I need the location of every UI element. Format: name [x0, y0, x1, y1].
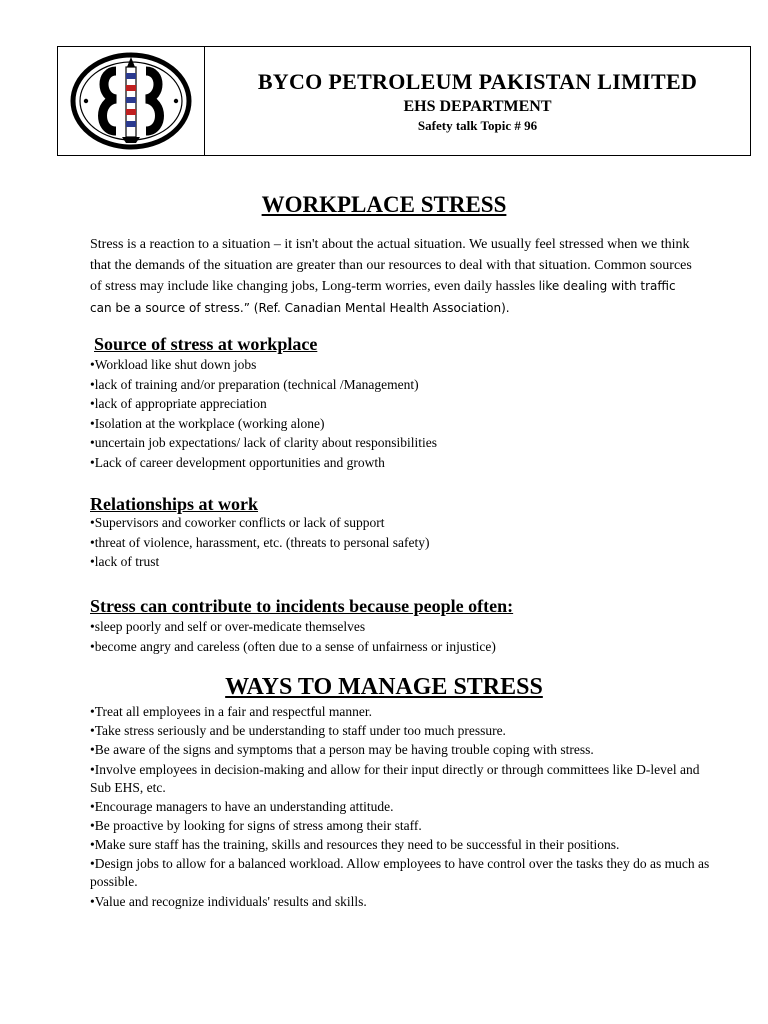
list-item: •sleep poorly and self or over-medicate themselves [90, 619, 366, 634]
list-item: •Supervisors and coworker conflicts or lack of support [90, 515, 385, 530]
list-item: •Be proactive by looking for signs of stress among their staff. [90, 817, 422, 833]
section-heading-relationships: Relationships at work [90, 494, 259, 514]
page-title: WORKPLACE STRESS [261, 192, 507, 217]
list-item: •lack of training and/or preparation (technical /Management) [90, 376, 419, 392]
department-name: EHS DEPARTMENT [403, 98, 552, 115]
byco-logo [70, 49, 192, 153]
incidents-list [90, 617, 710, 656]
relationships-list [90, 513, 710, 572]
section-heading-incidents: Stress can contribute to incidents because people often: [90, 596, 514, 616]
ways-list [90, 703, 710, 912]
list-item: •Design jobs to allow for a balanced workload. Allow employees to have control over the tasks they do as much as possible. [90, 856, 710, 890]
list-item: •Lack of career development opportunities and growth [90, 454, 385, 470]
list-item: •threat of violence, harassment, etc. (threats to personal safety) [90, 534, 430, 550]
intro-text: Stress is a reaction to a situation – it isn't about the actual situation. We usually feel stressed when we think that the demands of the situation are greater than our resources to deal with that situation. Common sources of stress may include like changing jobs, Long-term worries, even daily hassles [90, 237, 692, 294]
intro-reference: like dealing with traffic can be a source of stress.” (Ref. Canadian Mental Health Association). [90, 279, 676, 315]
list-item: •Involve employees in decision-making and allow for their input directly or through committees like D-level and Sub EHS, etc. [90, 761, 700, 795]
list-item: •Treat all employees in a fair and respectful manner. [90, 704, 373, 719]
logo-cell [58, 47, 205, 155]
list-item: •Take stress seriously and be understanding to staff under too much pressure. [90, 723, 506, 739]
header-title-block [205, 47, 750, 155]
list-item: •Isolation at the workplace (working alone) [90, 415, 325, 431]
list-item: •uncertain job expectations/ lack of clarity about responsibilities [90, 435, 437, 450]
list-item: •lack of trust [90, 554, 160, 569]
sources-list [90, 355, 710, 472]
company-name: BYCO PETROLEUM PAKISTAN LIMITED [257, 69, 698, 94]
list-item: •lack of appropriate appreciation [90, 396, 267, 411]
list-item: •Value and recognize individuals' results and skills. [90, 893, 367, 909]
list-item: •Make sure staff has the training, skills and resources they need to be successful in their positions. [90, 837, 620, 853]
list-item: •Workload like shut down jobs [90, 357, 257, 372]
list-item: •become angry and careless (often due to a sense of unfairness or injustice) [90, 638, 496, 654]
list-item: •Encourage managers to have an understanding attitude. [90, 798, 394, 814]
topic-number: Safety talk Topic # 96 [417, 118, 538, 133]
header-box [57, 46, 751, 156]
ways-heading: WAYS TO MANAGE STRESS [225, 674, 543, 700]
intro-paragraph [90, 235, 700, 319]
section-heading-sources: Source of stress at workplace [94, 334, 318, 354]
list-item: •Be aware of the signs and symptoms that a person may be having trouble coping with stress. [90, 742, 594, 758]
